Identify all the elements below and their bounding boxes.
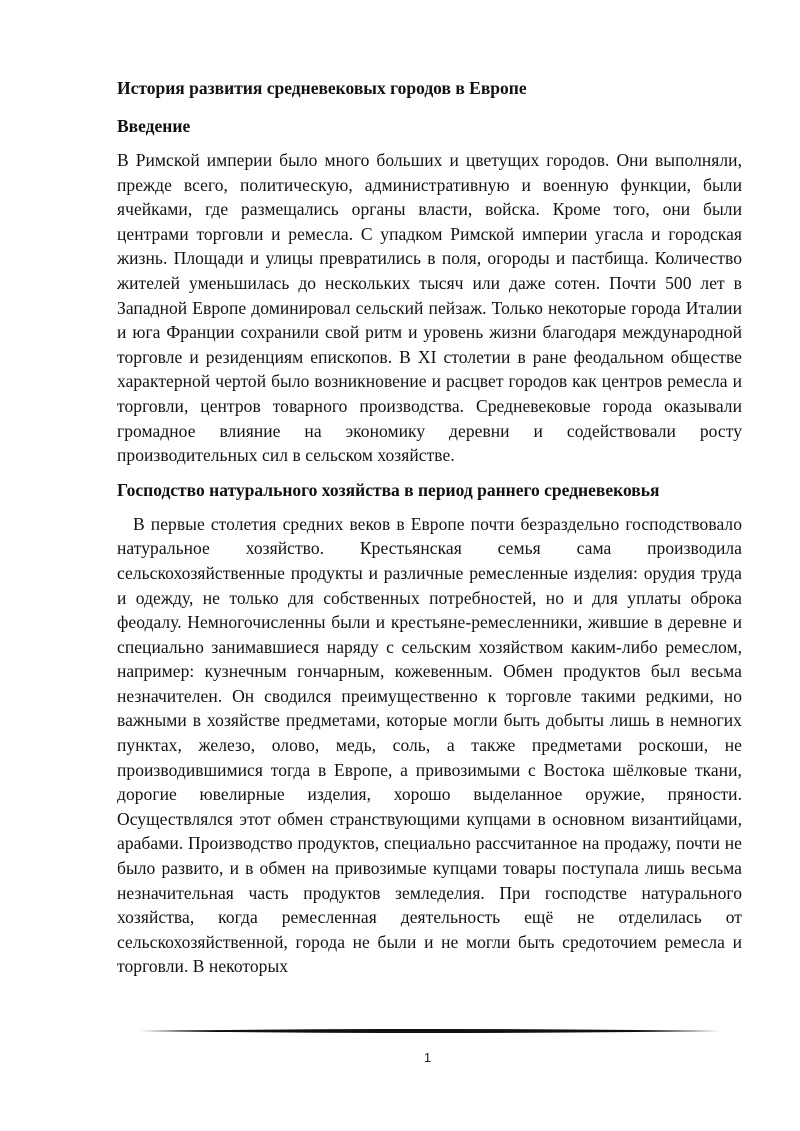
section-heading-natural-economy: Господство натурального хозяйства в период раннего средневековья: [117, 479, 660, 500]
document-title: История развития средневековых городов в Европе: [117, 78, 527, 98]
section-paragraph-natural-economy: В первые столетия средних веков в Европе почти безраздельно господствовало натуральное хозяйство. Крестьянская семья сама производила сельскохозяйственные продукты и различные ремесленные изделия: орудия труда и одежду, не только для собственных потребностей, но и для уплаты оброка феодалу. Немногочисленны были и крестьяне-ремесленники, жившие в деревне и специально занимавшиеся наряду с сельским хозяйством каким-либо ремеслом, например: кузнечным гончарным, кожевенным. Обмен продуктов был весьма незначителен. Он сводился преимущественно к торговле такими редкими, но важными в хозяйстве предметами, которые могли быть добыты лишь в немногих пунктах, железо, олово, медь, соль, а также предметами роскоши, не производившимися тогда в Европе, а привозимыми с Востока шёлковые ткани, дорогие ювелирные изделия, хорошо выделанное оружие, пряности. Осуществлялся этот обмен странствующими купцами в основном византийцами, арабами. Производство продуктов, специально рассчитанное на продажу, почти не было развито, и в обмен на привозимые купцами товары поступала лишь весьма незначительная часть продуктов земледелия. При господстве натурального хозяйства, когда ремесленная деятельность ещё не отделилась от сельскохозяйственной, города не были и не могли быть средоточием ремесла и торговли. В некоторых: [117, 513, 742, 977]
section-paragraph-introduction: В Римской империи было много больших и цветущих городов. Они выполняли, прежде всего, политическую, административную и военную функции, были ячейками, где размещались органы власти, войска. Кроме того, они были центрами торговли и ремесла. С упадком Римской империи угасла и городская жизнь. Площади и улицы превратились в поля, огороды и пастбища. Количество жителей уменьшилась до нескольких тысяч или даже сотен. Почти 500 лет в Западной Европе доминировал сельский пейзаж. Только некоторые города Италии и юга Франции сохранили свой ритм и уровень жизни благодаря международной торговле и резиденциям епископов. В XI столетии в ране феодальном обществе характерной чертой было возникновение и расцвет городов как центров ремесла и торговли, центров товарного производства. Средневековые города оказывали громадное влияние на экономику деревни и содействовали росту производительных сил в сельском хозяйстве.: [117, 150, 742, 466]
page-content: [117, 70, 742, 989]
section-heading-introduction: Введение: [117, 116, 191, 136]
page-number: 1: [423, 1050, 432, 1065]
footer-divider: [140, 1028, 720, 1034]
